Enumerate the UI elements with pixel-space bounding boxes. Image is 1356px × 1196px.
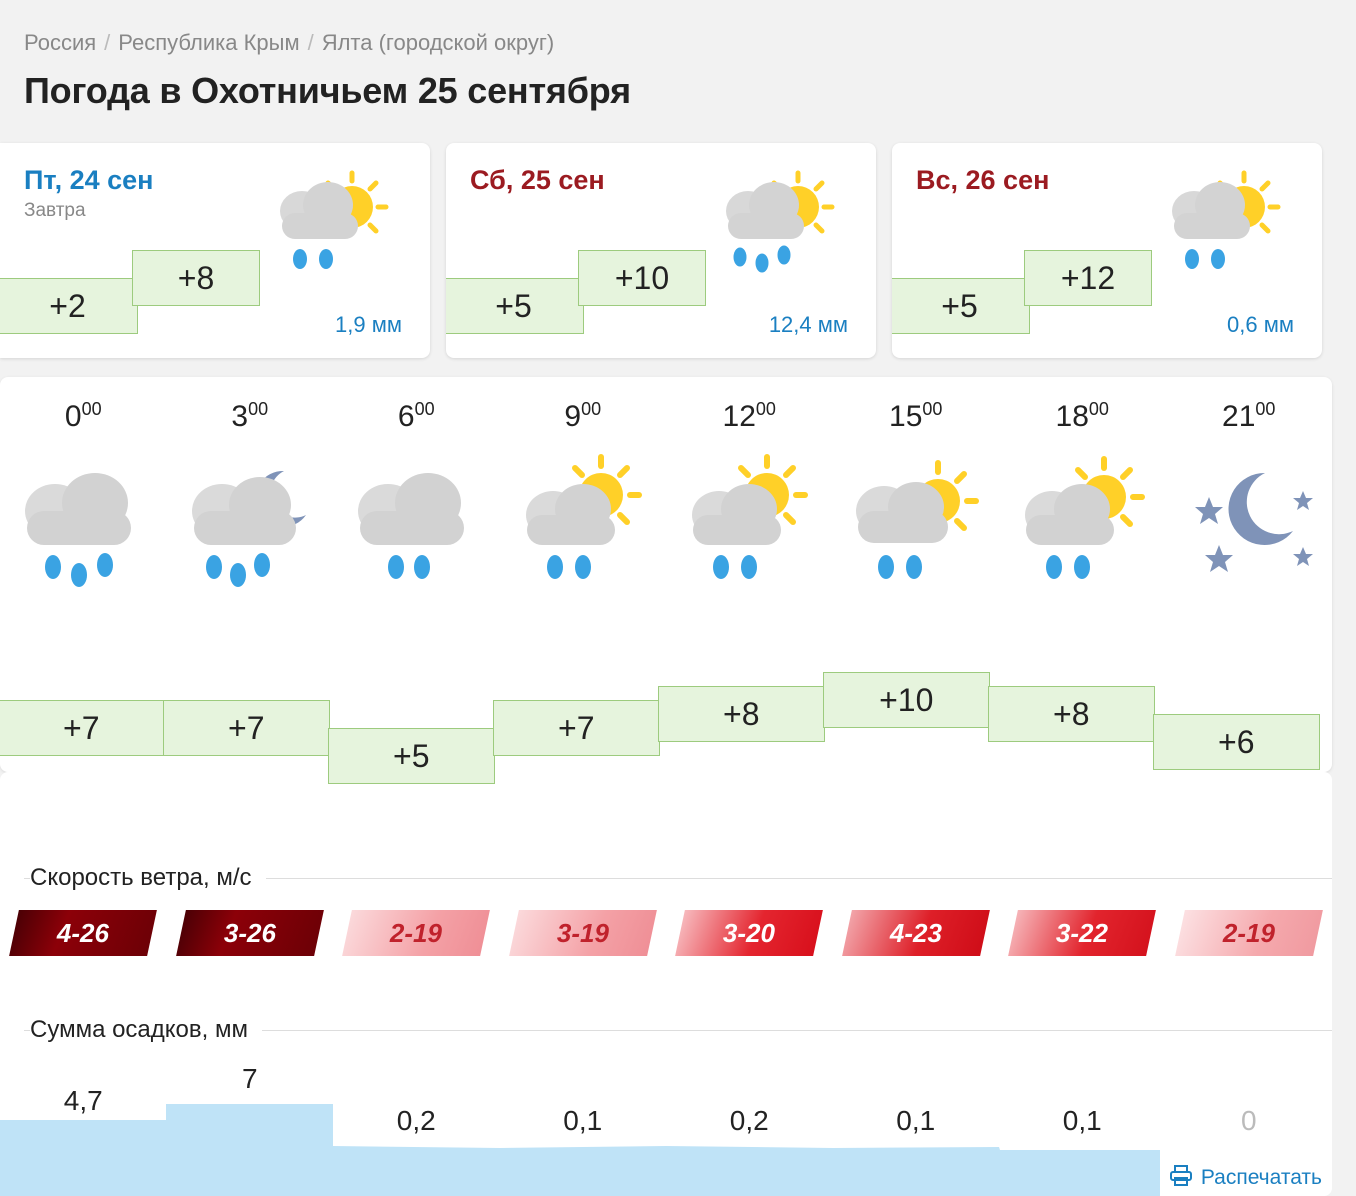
cloud-sun-rain-icon bbox=[833, 448, 1000, 608]
day-card-temp-steps bbox=[892, 234, 1162, 334]
wind-badge: 4-26 bbox=[9, 910, 157, 956]
hour-label: $15^{00}$ bbox=[889, 399, 943, 433]
hour-label: $9^{00}$ bbox=[564, 399, 602, 433]
cloud-sun-rain-icon bbox=[500, 448, 667, 608]
day-cards bbox=[0, 143, 1356, 368]
day-card-title: Сб, 25 сен bbox=[470, 165, 605, 195]
cloud-sun-rain-icon bbox=[1158, 167, 1288, 287]
wind-cell-3 bbox=[500, 910, 667, 956]
hour-label: $21^{00}$ bbox=[1222, 399, 1276, 433]
hour-label: $3^{00}$ bbox=[231, 399, 269, 433]
hour-label: $6^{00}$ bbox=[397, 399, 435, 433]
page-title: Погода в Охотничьем 25 сентября bbox=[24, 70, 631, 111]
day-card-temp-steps bbox=[0, 234, 270, 334]
hour-column-2[interactable] bbox=[333, 377, 500, 608]
hour-label: $12^{00}$ bbox=[722, 399, 776, 433]
precip-value-7: 0 bbox=[1240, 1105, 1257, 1136]
precip-section-label: Сумма осадков, мм bbox=[30, 1016, 262, 1044]
day-card-night-temp: +5 bbox=[892, 278, 1030, 334]
wind-cell-0 bbox=[0, 910, 167, 956]
wind-cell-7 bbox=[1166, 910, 1333, 956]
moon-stars-icon bbox=[1166, 448, 1333, 608]
precip-value-0: 4,7 bbox=[63, 1085, 103, 1116]
printer-icon bbox=[1169, 1164, 1193, 1192]
day-card-title: Вс, 26 сен bbox=[916, 165, 1050, 195]
day-card-day-temp: +12 bbox=[1024, 250, 1152, 306]
hour-column-4[interactable] bbox=[666, 377, 833, 608]
wind-badge: 2-19 bbox=[1175, 910, 1323, 956]
hour-column-5[interactable] bbox=[833, 377, 1000, 608]
wind-badge: 2-19 bbox=[342, 910, 490, 956]
wind-section-label: Скорость ветра, м/с bbox=[30, 864, 266, 892]
day-card-title: Пт, 24 сен bbox=[24, 165, 154, 195]
hourly-temp-5: +10 bbox=[823, 672, 990, 728]
hourly-temperature-band bbox=[0, 672, 1356, 782]
hour-column-7[interactable] bbox=[1166, 377, 1333, 608]
day-card-precip: 12,4 мм bbox=[768, 312, 848, 337]
day-card-precip: 1,9 мм bbox=[335, 312, 402, 337]
day-card-friday[interactable] bbox=[0, 143, 430, 358]
print-button[interactable] bbox=[1169, 1164, 1322, 1192]
hour-label: $18^{00}$ bbox=[1055, 399, 1109, 433]
cloud-moon-rain-icon bbox=[167, 448, 334, 608]
day-card-night-temp: +2 bbox=[0, 278, 138, 334]
wind-badge: 4-23 bbox=[842, 910, 990, 956]
precip-value-1: 7 bbox=[241, 1063, 258, 1094]
hour-column-6[interactable] bbox=[999, 377, 1166, 608]
precip-value-2: 0,2 bbox=[396, 1105, 436, 1136]
cloud-sun-rain-icon bbox=[266, 167, 396, 287]
wind-badge: 3-26 bbox=[176, 910, 324, 956]
day-card-saturday[interactable] bbox=[446, 143, 876, 358]
day-card-temp-steps bbox=[446, 234, 716, 334]
wind-cell-5 bbox=[833, 910, 1000, 956]
hour-column-0[interactable] bbox=[0, 377, 167, 608]
day-card-day-temp: +8 bbox=[132, 250, 260, 306]
wind-cell-2 bbox=[333, 910, 500, 956]
precip-value-3: 0,1 bbox=[563, 1105, 603, 1136]
hourly-temp-4: +8 bbox=[658, 686, 825, 742]
cloud-sun-rain-icon bbox=[712, 167, 842, 287]
hourly-temp-2: +5 bbox=[328, 728, 495, 784]
hour-column-3[interactable] bbox=[500, 377, 667, 608]
cloud-rain-icon bbox=[0, 448, 167, 608]
wind-badge: 3-19 bbox=[509, 910, 657, 956]
hourly-temp-7: +6 bbox=[1153, 714, 1320, 770]
day-card-precip: 0,6 мм bbox=[1227, 312, 1294, 337]
breadcrumb-item-0[interactable]: Россия bbox=[24, 30, 97, 55]
breadcrumb-separator-0: / bbox=[104, 30, 111, 55]
wind-badge: 3-20 bbox=[675, 910, 823, 956]
breadcrumb bbox=[0, 0, 1356, 56]
wind-cell-6 bbox=[999, 910, 1166, 956]
hour-label: $0^{00}$ bbox=[64, 399, 102, 433]
breadcrumb-separator-1: / bbox=[307, 30, 314, 55]
cloud-rain-icon bbox=[333, 448, 500, 608]
precip-value-5: 0,1 bbox=[896, 1105, 936, 1136]
hourly-temp-3: +7 bbox=[493, 700, 660, 756]
precipitation-values-row bbox=[0, 1063, 1332, 1136]
precip-value-6: 0,1 bbox=[1062, 1105, 1102, 1136]
day-card-subtitle: Завтра bbox=[24, 200, 86, 221]
cloud-sun-rain-icon bbox=[999, 448, 1166, 608]
hour-column-1[interactable] bbox=[167, 377, 334, 608]
day-card-sunday[interactable] bbox=[892, 143, 1322, 358]
wind-badge: 3-22 bbox=[1008, 910, 1156, 956]
precip-value-4: 0,2 bbox=[729, 1105, 769, 1136]
hourly-temp-6: +8 bbox=[988, 686, 1155, 742]
wind-cell-4 bbox=[666, 910, 833, 956]
cloud-sun-rain-icon bbox=[666, 448, 833, 608]
day-card-night-temp: +5 bbox=[446, 278, 584, 334]
wind-row bbox=[0, 910, 1332, 956]
breadcrumb-item-1[interactable]: Республика Крым bbox=[118, 30, 300, 55]
hourly-row bbox=[0, 377, 1332, 608]
wind-cell-1 bbox=[167, 910, 334, 956]
breadcrumb-item-2[interactable]: Ялта (городской округ) bbox=[321, 30, 555, 55]
hourly-temp-1: +7 bbox=[163, 700, 330, 756]
hourly-temp-0: +7 bbox=[0, 700, 165, 756]
print-button-label: Распечатать bbox=[1200, 1166, 1322, 1189]
day-card-day-temp: +10 bbox=[578, 250, 706, 306]
